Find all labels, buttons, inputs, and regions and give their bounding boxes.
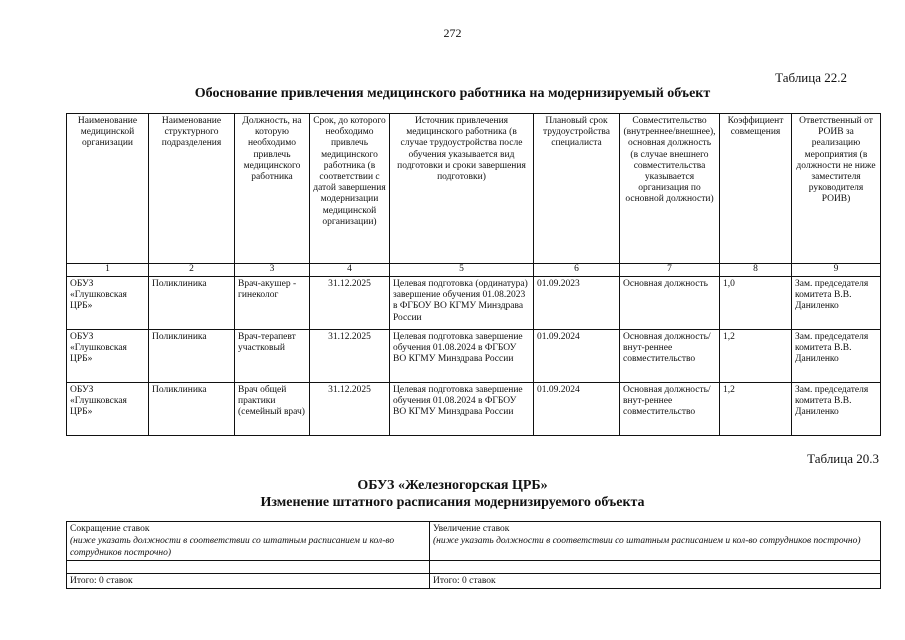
deadline-cell: 31.12.2025 — [310, 277, 390, 330]
table-row — [67, 330, 881, 383]
staffing-justification-table — [66, 113, 881, 436]
column-number-row — [67, 264, 881, 277]
header-row — [67, 522, 881, 561]
table-20-3-title: Изменение штатного расписания модернизируемого объекта — [260, 495, 645, 510]
empty-cell — [67, 561, 430, 574]
responsible-cell: Зам. председателя комитета В.В. Даниленко — [792, 383, 881, 436]
department-cell: Поликлиника — [149, 383, 235, 436]
planned-date-cell: 01.09.2024 — [534, 383, 620, 436]
increase-header: Увеличение ставок — [433, 524, 510, 534]
department-cell: Поликлиника — [149, 277, 235, 330]
table-20-3-label: Таблица 20.3 — [807, 451, 879, 466]
column-number: 5 — [390, 264, 534, 277]
header-cell: Должность, на которую необходимо привлечь медицинского работника — [235, 114, 310, 264]
coefficient-cell: 1,0 — [720, 277, 792, 330]
header-cell: Ответственный от РОИВ за реализацию мероприятия (в должности не ниже заместителя руководителя РОИВ) — [792, 114, 881, 264]
table-row — [67, 383, 881, 436]
org-cell: ОБУЗ «Глушковская ЦРБ» — [67, 277, 149, 330]
deadline-cell: 31.12.2025 — [310, 383, 390, 436]
org-cell: ОБУЗ «Глушковская ЦРБ» — [67, 330, 149, 383]
table-22-2-title: Обоснование привлечения медицинского работника на модернизируемый объект — [194, 86, 711, 101]
header-row — [67, 114, 881, 264]
header-cell: Срок, до которого необходимо привлечь медицинского работника (в соответствии с датой завершения модернизации медицинской организации) — [310, 114, 390, 264]
total-row — [67, 574, 881, 589]
reduction-total: Итого: 0 ставок — [67, 574, 430, 589]
increase-total: Итого: 0 ставок — [430, 574, 881, 589]
header-cell: Источник привлечения медицинского работника (в случае трудоустройства после обучения указывается вид подготовки и сроки завершения подготовки) — [390, 114, 534, 264]
responsible-cell: Зам. председателя комитета В.В. Даниленко — [792, 330, 881, 383]
column-number: 4 — [310, 264, 390, 277]
combination-cell: Основная должность — [620, 277, 720, 330]
deadline-cell: 31.12.2025 — [310, 330, 390, 383]
reduction-header: Сокращение ставок — [70, 524, 150, 534]
column-number: 8 — [720, 264, 792, 277]
header-cell: Наименование медицинской организации — [67, 114, 149, 264]
column-number: 3 — [235, 264, 310, 277]
increase-note: (ниже указать должности в соответствии со штатным расписанием и кол-во сотрудников построчно) — [433, 536, 861, 546]
source-cell: Целевая подготовка (ординатура) завершение обучения 01.08.2023 в ФГБОУ ВО КГМУ Минздрава России — [390, 277, 534, 330]
position-cell: Врач общей практики (семейный врач) — [235, 383, 310, 436]
staff-schedule-change-table — [66, 521, 881, 589]
coefficient-cell: 1,2 — [720, 383, 792, 436]
source-cell: Целевая подготовка завершение обучения 01.08.2024 в ФГБОУ ВО КГМУ Минздрава России — [390, 330, 534, 383]
header-cell: Совместительство (внутреннее/внешнее), основная должность (в случае внешнего совместительства указывается организация по основной должности) — [620, 114, 720, 264]
table-22-2-label: Таблица 22.2 — [775, 70, 847, 85]
column-number: 1 — [67, 264, 149, 277]
header-cell: Плановый срок трудоустройства специалиста — [534, 114, 620, 264]
department-cell: Поликлиника — [149, 330, 235, 383]
column-number: 7 — [620, 264, 720, 277]
header-cell: Коэффициент совмещения — [720, 114, 792, 264]
position-cell: Врач-акушер - гинеколог — [235, 277, 310, 330]
empty-cell — [430, 561, 881, 574]
combination-cell: Основная должность/внут-реннее совместительство — [620, 383, 720, 436]
reduction-header-cell — [67, 522, 430, 561]
planned-date-cell: 01.09.2024 — [534, 330, 620, 383]
responsible-cell: Зам. председателя комитета В.В. Даниленко — [792, 277, 881, 330]
column-number: 6 — [534, 264, 620, 277]
column-number: 2 — [149, 264, 235, 277]
org-cell: ОБУЗ «Глушковская ЦРБ» — [67, 383, 149, 436]
increase-header-cell — [430, 522, 881, 561]
header-cell: Наименование структурного подразделения — [149, 114, 235, 264]
combination-cell: Основная должность/внут-реннее совместительство — [620, 330, 720, 383]
organization-heading: ОБУЗ «Железногорская ЦРБ» — [357, 478, 548, 493]
column-number: 9 — [792, 264, 881, 277]
source-cell: Целевая подготовка завершение обучения 01.08.2024 в ФГБОУ ВО КГМУ Минздрава России — [390, 383, 534, 436]
reduction-note: (ниже указать должности в соответствии со штатным расписанием и кол-во сотрудников построчно) — [70, 536, 395, 558]
planned-date-cell: 01.09.2023 — [534, 277, 620, 330]
page-number: 272 — [443, 26, 462, 40]
position-cell: Врач-терапевт участковый — [235, 330, 310, 383]
coefficient-cell: 1,2 — [720, 330, 792, 383]
table-row — [67, 277, 881, 330]
empty-row — [67, 561, 881, 574]
